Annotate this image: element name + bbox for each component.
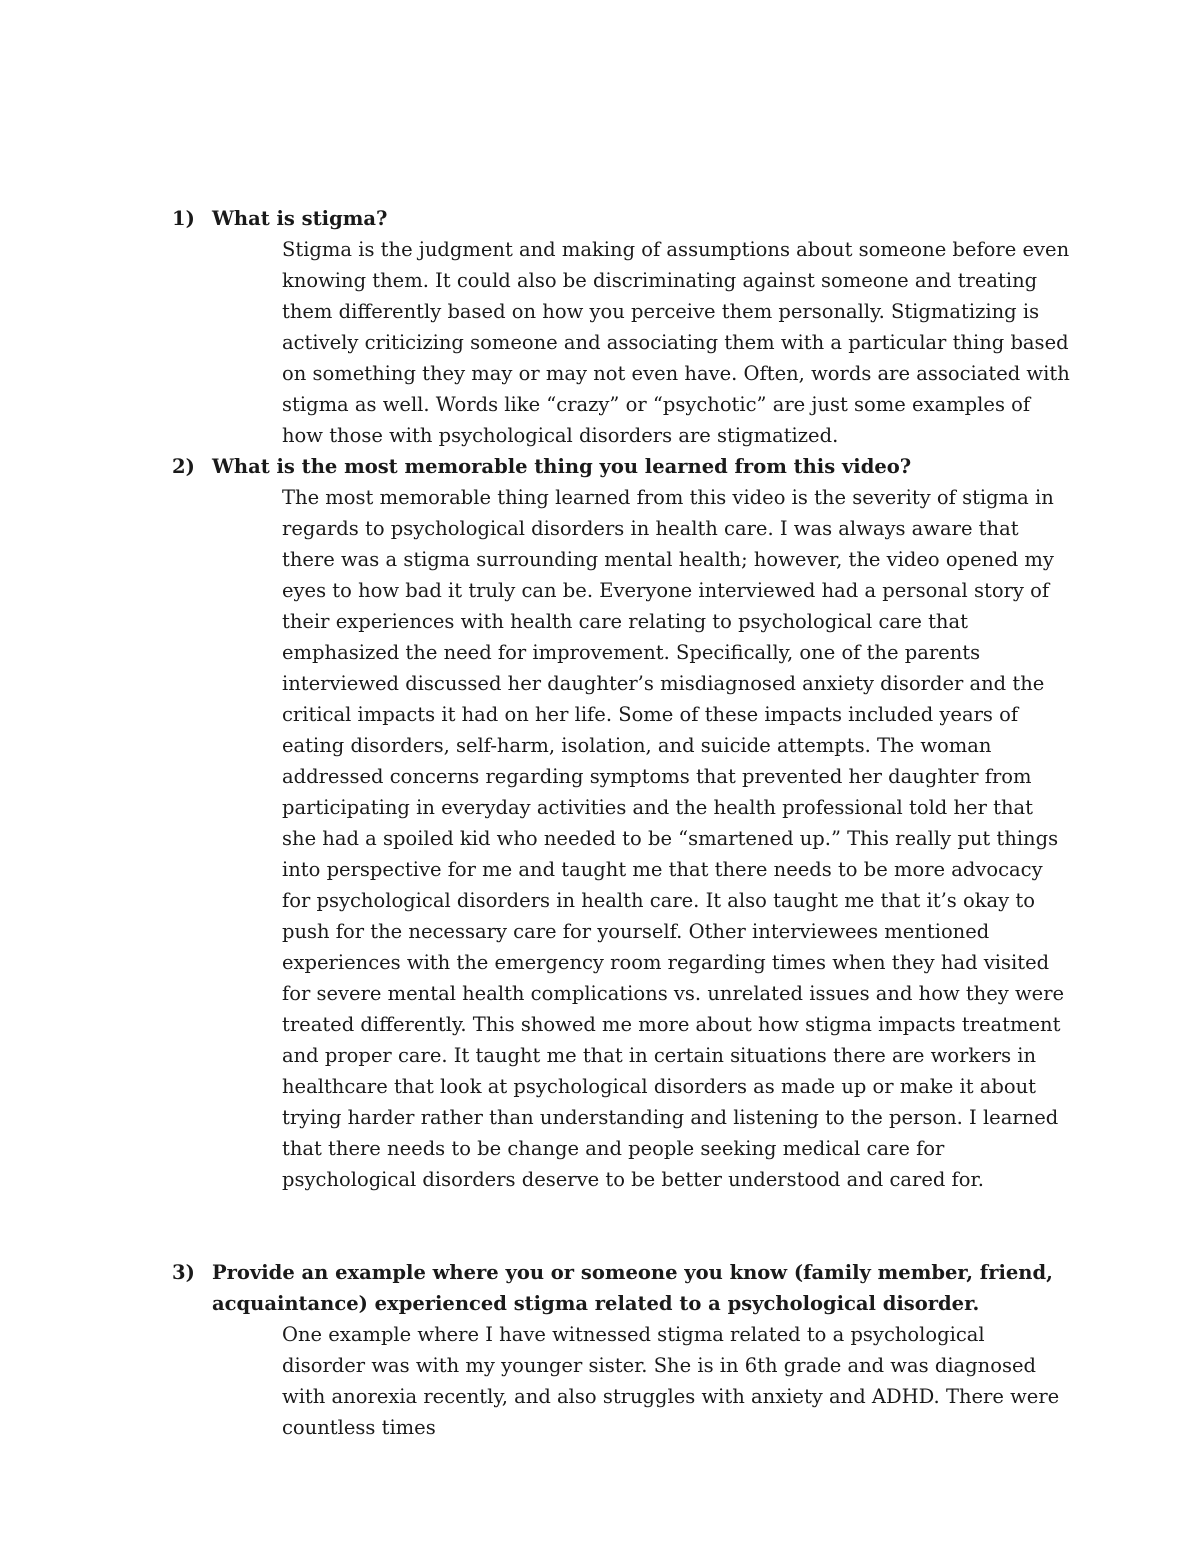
question-2 <box>172 451 1072 482</box>
paragraph-spacer <box>172 1195 1072 1257</box>
question-text: Provide an example where you or someone you know (family member, friend, acquaintance) experienced stigma related to a psychological disorder. <box>212 1261 1053 1315</box>
question-number: 2) <box>172 455 195 478</box>
answer-3: One example where I have witnessed stigma related to a psychological disorder was with my younger sister. She is in 6th grade and was diagnosed with anorexia recently, and also struggles with anxiety and ADHD. There were countless times <box>282 1323 1060 1439</box>
question-1 <box>172 203 1072 234</box>
question-number: 3) <box>172 1261 195 1284</box>
question-3 <box>172 1257 1072 1319</box>
answer-1: Stigma is the judgment and making of assumptions about someone before even knowing them. It could also be discriminating against someone and treating them differently based on how you perceive them personally. Stigmatizing is actively criticizing someone and associating them with a particular thing based on something they may or may not even have. Often, words are associated with stigma as well. Words like “crazy” or “psychotic” are just some examples of how those with psychological disorders are stigmatized. <box>282 238 1070 447</box>
question-text: What is stigma? <box>212 207 388 230</box>
answer-2: The most memorable thing learned from this video is the severity of stigma in regards to psychological disorders in health care. I was always aware that there was a stigma surrounding mental health; however, the video opened my eyes to how bad it truly can be. Everyone interviewed had a personal story of their experiences with health care relating to psychological care that emphasized the need for improvement. Specifically, one of the parents interviewed discussed her daughter’s misdiagnosed anxiety disorder and the critical impacts it had on her life. Some of these impacts included years of eating disorders, self-harm, isolation, and suicide attempts. The woman addressed concerns regarding symptoms that prevented her daughter from participating in everyday activities and the health professional told her that she had a spoiled kid who needed to be “smartened up.” This really put things into perspective for me and taught me that there needs to be more advocacy for psychological disorders in health care. It also taught me that it’s okay to push for the necessary care for yourself. Other interviewees mentioned experiences with the emergency room regarding times when they had visited for severe mental health complications vs. unrelated issues and how they were treated differently. This showed me more about how stigma impacts treatment and proper care. It taught me that in certain situations there are workers in healthcare that look at psychological disorders as made up or make it about trying harder rather than understanding and listening to the person. I learned that there needs to be change and people seeking medical care for psychological disorders deserve to be better understood and cared for. <box>282 486 1065 1191</box>
document-content <box>172 203 1072 1443</box>
question-number: 1) <box>172 207 195 230</box>
question-text: What is the most memorable thing you learned from this video? <box>212 455 912 478</box>
